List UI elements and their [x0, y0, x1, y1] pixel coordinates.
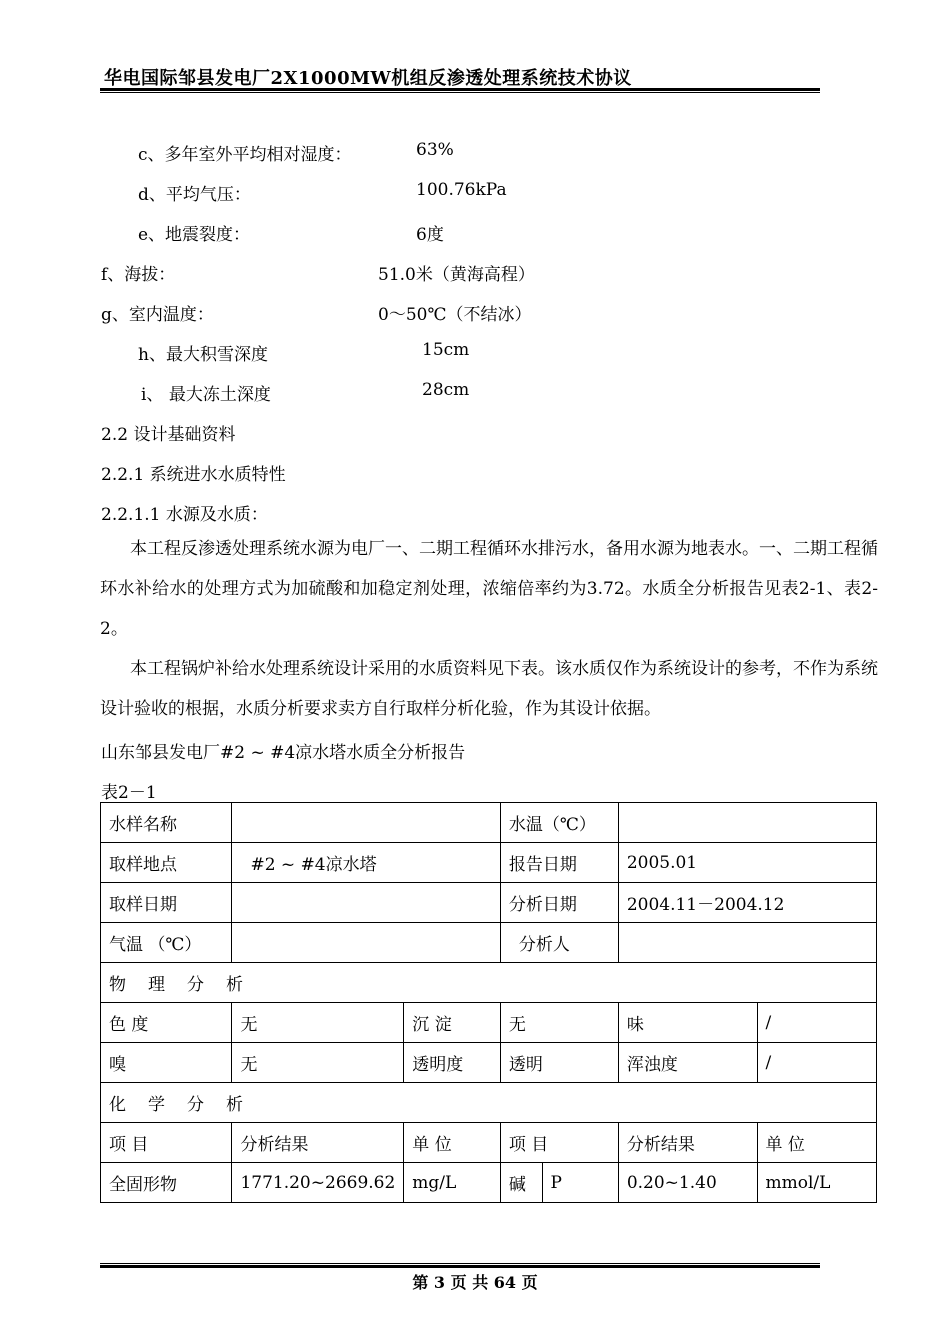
- table-header-cell: 项 目: [101, 1123, 232, 1163]
- section-heading: 2.2.1 系统进水水质特性: [101, 465, 286, 485]
- table-cell: 分析人: [500, 923, 618, 963]
- table-caption: 表2－1: [101, 783, 157, 803]
- climate-item-label: i、 最大冻土深度: [141, 385, 271, 405]
- table-cell: 无: [232, 1043, 404, 1083]
- table-cell: 0.20~1.40: [618, 1163, 757, 1203]
- table-row: [101, 1003, 877, 1043]
- table-header-cell: 单 位: [757, 1123, 876, 1163]
- page-footer: 第 3 页 共 64 页: [412, 1273, 538, 1292]
- table-cell: 2004.11－2004.12: [618, 883, 876, 923]
- table-cell: 全固形物: [101, 1163, 232, 1203]
- table-cell: 报告日期: [500, 843, 618, 883]
- table-cell: #2 ~ #4凉水塔: [232, 843, 500, 883]
- table-cell: P: [542, 1163, 618, 1203]
- table-cell: /: [757, 1043, 876, 1083]
- table-cell: [232, 803, 500, 843]
- climate-item-label: c、多年室外平均相对湿度：: [138, 145, 352, 165]
- table-cell: 水温（℃）: [500, 803, 618, 843]
- climate-item-label: g、室内温度：: [101, 305, 214, 325]
- climate-item-value: 100.76kPa: [416, 180, 507, 200]
- table-row: [101, 963, 877, 1003]
- table-header-cell: 分析结果: [232, 1123, 404, 1163]
- table-cell: 透明度: [404, 1043, 501, 1083]
- table-cell: 色 度: [101, 1003, 232, 1043]
- table-cell: 取样地点: [101, 843, 232, 883]
- table-header-cell: 项 目: [500, 1123, 618, 1163]
- body-paragraph: 本工程反渗透处理系统水源为电厂一、二期工程循环水排污水，备用水源为地表水。一、二期工程循环水补给水的处理方式为加硫酸和加稳定剂处理，浓缩倍率约为3.72。水质全分析报告见表2-1、表2-2。: [100, 539, 878, 639]
- table-cell: 水样名称: [101, 803, 232, 843]
- table-cell: 碱: [500, 1163, 542, 1203]
- table-cell: 1771.20~2669.62: [232, 1163, 404, 1203]
- table-row: [101, 1043, 877, 1083]
- table-row: [101, 843, 877, 883]
- section-heading: 2.2 设计基础资料: [101, 425, 236, 445]
- table-row: [101, 1123, 877, 1163]
- table-cell: 无: [232, 1003, 404, 1043]
- table-cell: 气温 （℃）: [101, 923, 232, 963]
- climate-item-label: f、海拔：: [101, 265, 176, 285]
- table-cell: [618, 803, 876, 843]
- climate-item-value: 63%: [416, 140, 454, 160]
- footer-rule: [100, 1263, 820, 1268]
- table-cell: mmol/L: [757, 1163, 876, 1203]
- table-cell: 取样日期: [101, 883, 232, 923]
- table-header-cell: 分析结果: [618, 1123, 757, 1163]
- climate-item-value: 51.0米（黄海高程）: [378, 265, 535, 285]
- climate-item-label: e、地震裂度：: [138, 225, 251, 245]
- table-row: [101, 923, 877, 963]
- table-row: [101, 883, 877, 923]
- table-cell: /: [757, 1003, 876, 1043]
- table-cell: 2005.01: [618, 843, 876, 883]
- table-cell: [232, 923, 500, 963]
- table-row: [101, 803, 877, 843]
- table-cell: mg/L: [404, 1163, 501, 1203]
- climate-item-value: 6度: [416, 225, 444, 245]
- table-cell: 浑浊度: [618, 1043, 757, 1083]
- table-row: [101, 1163, 877, 1203]
- table-cell: 分析日期: [500, 883, 618, 923]
- climate-item-label: h、最大积雪深度: [138, 345, 268, 365]
- document-header-title: 华电国际邹县发电厂2X1000MW机组反渗透处理系统技术协议: [104, 68, 632, 89]
- table-section-heading: 物理分析: [101, 963, 877, 1003]
- table-header-cell: 单 位: [404, 1123, 501, 1163]
- climate-item-value: 15cm: [422, 340, 470, 360]
- table-cell: 沉 淀: [404, 1003, 501, 1043]
- table-cell: 透明: [500, 1043, 618, 1083]
- body-paragraph: 本工程锅炉补给水处理系统设计采用的水质资料见下表。该水质仅作为系统设计的参考，不作为系统设计验收的根据，水质分析要求卖方自行取样分析化验，作为其设计依据。: [100, 659, 878, 719]
- section-heading: 2.2.1.1 水源及水质：: [101, 505, 268, 525]
- table-row: [101, 1083, 877, 1123]
- report-title: 山东邹县发电厂#2 ~ #4凉水塔水质全分析报告: [101, 743, 466, 763]
- climate-item-value: 28cm: [422, 380, 470, 400]
- table-cell: 味: [618, 1003, 757, 1043]
- table-cell: [232, 883, 500, 923]
- water-quality-table: [100, 802, 877, 1203]
- table-cell: 无: [500, 1003, 618, 1043]
- header-rule: [100, 88, 820, 93]
- climate-item-value: 0～50℃（不结冰）: [378, 305, 532, 325]
- climate-item-label: d、平均气压：: [138, 185, 251, 205]
- table-section-heading: 化学分析: [101, 1083, 877, 1123]
- table-cell: 嗅: [101, 1043, 232, 1083]
- table-cell: [618, 923, 876, 963]
